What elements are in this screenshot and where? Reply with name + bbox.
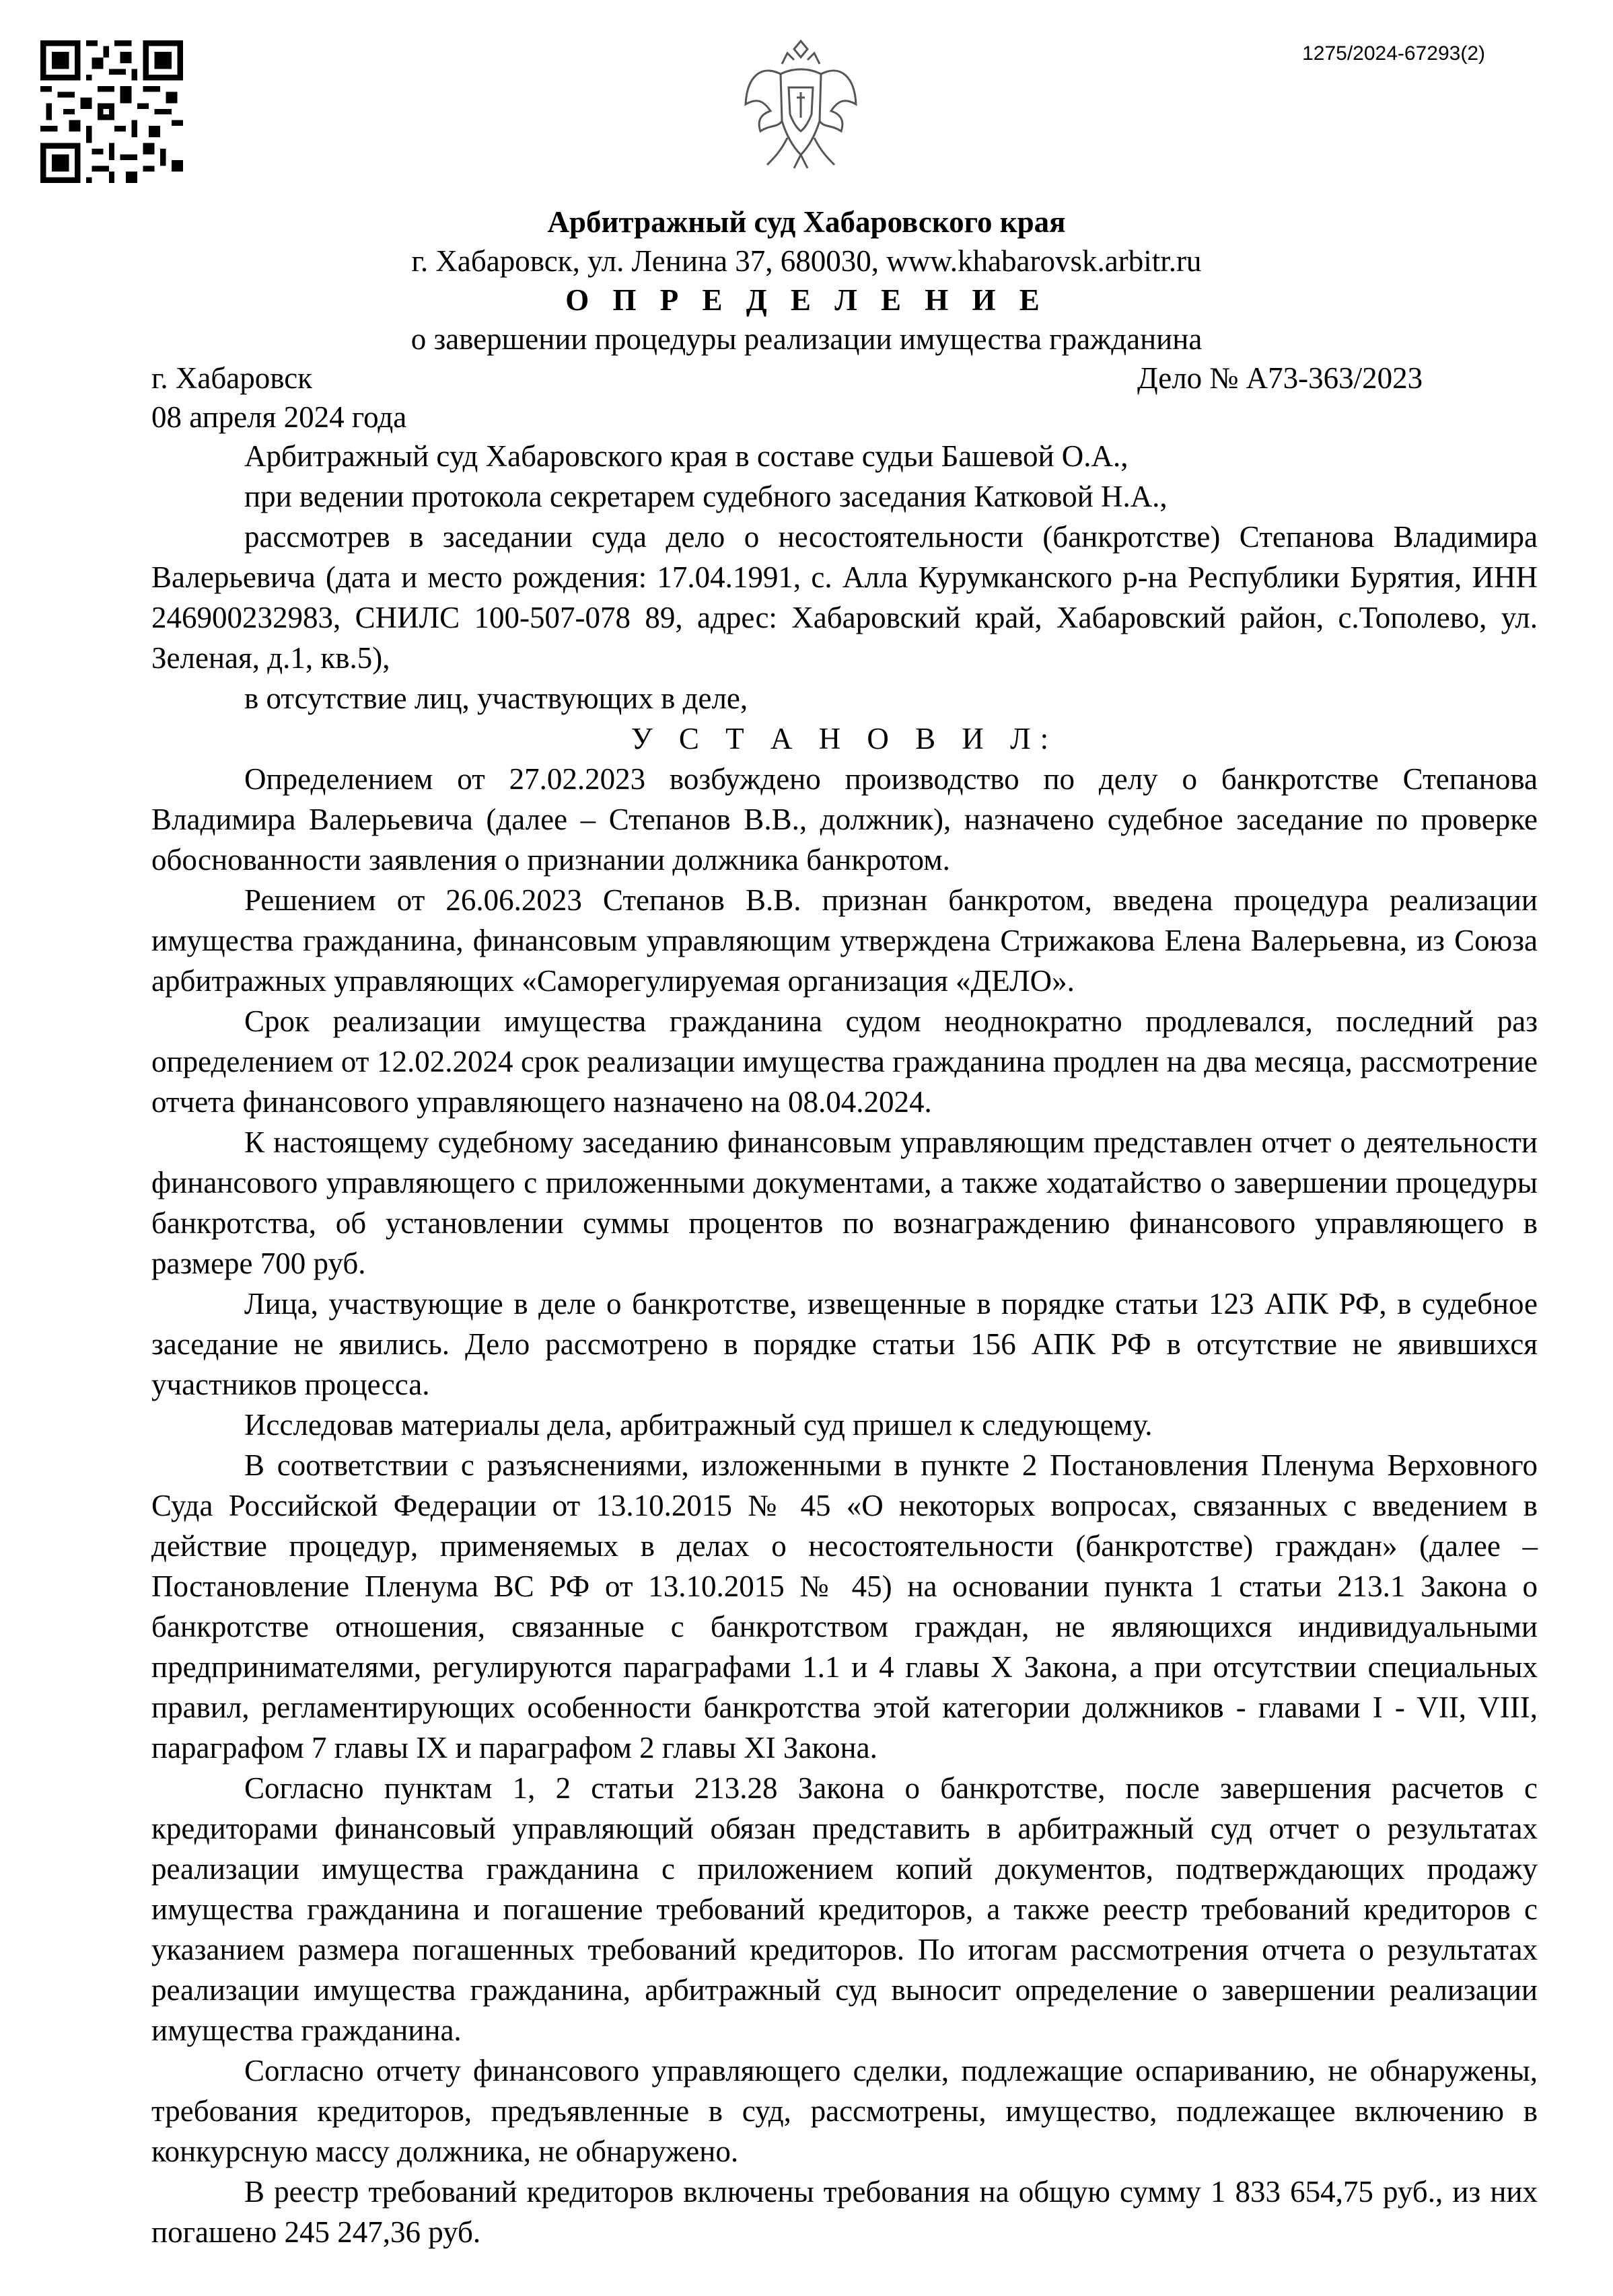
established-heading: У С Т А Н О В И Л: [631,722,1059,755]
body-paragraph: Согласно отчету финансового управляющего сделки, подлежащие оспариванию, не обнаружены, требования кредиторов, предъявленные в суд, рассмотрены, имущество, подлежащее включению в конкурсную массу должника, не обнаружено. [151,2054,1538,2168]
document-date: 08 апреля 2024 года [151,400,407,434]
body-paragraph: Срок реализации имущества гражданина судом неоднократно продлевался, последний раз определением от 12.02.2024 срок реализации имущества гражданина продлен на два месяца, рассмотрение отчета финансового управляющего назначено на 08.04.2024. [151,1004,1538,1119]
document-barcode-number: 1275/2024-67293(2) [1302,42,1485,65]
body-paragraph: В соответствии с разъяснениями, изложенными в пункте 2 Постановления Пленума Верховного Суда Российской Федерации от 13.10.2015 № 45 «О некоторых вопросах, связанных с введением в действие процедур, применяемых в делах о несостоятельности (банкротстве) граждан» (далее – Постановление Пленума ВС РФ от 13.10.2015 № 45) на основании пункта 1 статьи 213.1 Закона о банкротстве отношения, связанные с банкротством граждан, не являющихся индивидуальными предпринимателями, регулируются параграфами 1.1 и 4 главы X Закона, а при отсутствии специальных правил, регламентирующих особенности банкротства этой категории должников - главами I - VII, VIII, параграфом 7 главы IX и параграфом 2 главы XI Закона. [151,1448,1538,1765]
body-paragraph: К настоящему судебному заседанию финансовым управляющим представлен отчет о деятельности финансового управляющего с приложенными документами, а также ходатайство о завершении процедуры банкротства, об установлении суммы процентов по вознаграждению финансового управляющего в размере 700 руб. [151,1125,1538,1280]
document-subject: о завершении процедуры реализации имущества гражданина [410,322,1203,356]
intro-paragraph: при ведении протокола секретарем судебного заседания Катковой Н.А., [244,480,1168,513]
body-paragraph: Согласно пунктам 1, 2 статьи 213.28 Закона о банкротстве, после завершения расчетов с кредиторами финансовый управляющий обязан представить в арбитражный суд отчет о результатах реализации имущества гражданина с приложением копий документов, подтверждающих продажу имущества гражданина и погашение требований кредиторов, а также реестр требований кредиторов с указанием размера погашенных требований кредиторов. По итогам рассмотрения отчета о результатах реализации имущества гражданина, арбитражный суд выносит определение о завершении реализации имущества гражданина. [151,1771,1538,2047]
document-body [151,436,1538,2252]
intro-paragraph: в отсутствие лиц, участвующих в деле, [244,681,748,715]
court-name: Арбитражный суд Хабаровского края [547,205,1066,239]
qr-code-icon [40,40,183,183]
intro-paragraph: Арбитражный суд Хабаровского края в составе судьи Башевой О.А., [244,439,1128,473]
body-paragraph: Лица, участвующие в деле о банкротстве, извещенные в порядке статьи 123 АПК РФ, в судебное заседание не явились. Дело рассмотрено в порядке статьи 156 АПК РФ в отсутствие не явившихся участников процесса. [151,1287,1538,1401]
body-paragraph: Определением от 27.02.2023 возбуждено производство по делу о банкротстве Степанова Владимира Валерьевича (далее – Степанов В.В., должник), назначено судебное заседание по проверке обоснованности заявления о признании должника банкротом. [151,762,1538,877]
document-type-title: О П Р Е Д Е Л Е Н И Е [565,283,1048,317]
city: г. Хабаровск [151,361,313,395]
body-paragraph: Решением от 26.06.2023 Степанов В.В. признан банкротом, введена процедура реализации имущества гражданина, финансовым управляющим утверждена Стрижакова Елена Валерьевна, из Союза арбитражных управляющих «Саморегулируемая организация «ДЕЛО». [151,883,1538,998]
intro-paragraph: рассмотрев в заседании суда дело о несостоятельности (банкротстве) Степанова Владимира Валерьевича (дата и место рождения: 17.04.1991, с. Алла Курумканского р-на Республики Бурятия, ИНН 246900232983, СНИЛС 100-507-078 89, адрес: Хабаровский край, Хабаровский район, с.Тополево, ул. Зеленая, д.1, кв.5), [151,520,1538,675]
coat-of-arms-icon [740,37,861,172]
court-address: г. Хабаровск, ул. Ленина 37, 680030, www.khabarovsk.arbitr.ru [411,244,1202,278]
case-number: Дело № А73-363/2023 [1137,361,1423,395]
body-paragraph: Исследовав материалы дела, арбитражный суд пришел к следующему. [244,1408,1153,1442]
body-paragraph: В реестр требований кредиторов включены требования на общую сумму 1 833 654,75 руб., из них погашено 245 247,36 руб. [151,2175,1538,2249]
